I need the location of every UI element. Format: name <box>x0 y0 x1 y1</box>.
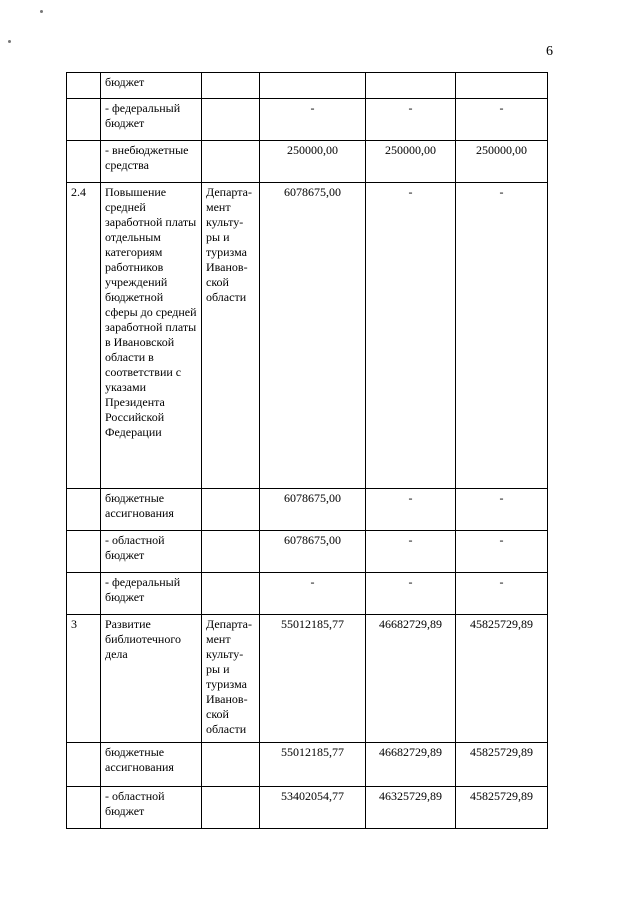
value-year-1: 53402054,77 <box>260 787 366 829</box>
table-row <box>67 183 548 489</box>
value-year-1: - <box>260 99 366 141</box>
value-year-2: - <box>366 183 456 489</box>
item-name: Развитие библиотечного дела <box>101 615 202 743</box>
value-year-1: 6078675,00 <box>260 531 366 573</box>
executor <box>202 141 260 183</box>
row-number <box>67 531 101 573</box>
row-number <box>67 787 101 829</box>
row-number: 3 <box>67 615 101 743</box>
table-row <box>67 99 548 141</box>
scan-speck <box>40 10 43 13</box>
row-number <box>67 73 101 99</box>
executor <box>202 531 260 573</box>
value-year-2: 46325729,89 <box>366 787 456 829</box>
value-year-1: - <box>260 573 366 615</box>
item-name: - областной бюджет <box>101 531 202 573</box>
item-name: бюджет <box>101 73 202 99</box>
value-year-3: 45825729,89 <box>456 787 548 829</box>
executor <box>202 99 260 141</box>
row-number <box>67 573 101 615</box>
table-row <box>67 73 548 99</box>
value-year-1 <box>260 73 366 99</box>
table-row <box>67 787 548 829</box>
table-row <box>67 743 548 787</box>
row-number: 2.4 <box>67 183 101 489</box>
value-year-1: 55012185,77 <box>260 743 366 787</box>
value-year-2: - <box>366 489 456 531</box>
value-year-3: 250000,00 <box>456 141 548 183</box>
item-name: Повышение средней заработной платы отдельным категориям работников учреждений бюджетной сферы до средней заработной платы в Ивановской области в соответствии с указами Президента Российской Федерации <box>101 183 202 489</box>
value-year-3: 45825729,89 <box>456 743 548 787</box>
executor <box>202 573 260 615</box>
item-name: - областной бюджет <box>101 787 202 829</box>
table-row <box>67 489 548 531</box>
row-number <box>67 743 101 787</box>
table-row <box>67 573 548 615</box>
value-year-1: 55012185,77 <box>260 615 366 743</box>
row-number <box>67 141 101 183</box>
item-name: - внебюджетные средства <box>101 141 202 183</box>
value-year-2: - <box>366 99 456 141</box>
table-row <box>67 615 548 743</box>
value-year-3: - <box>456 99 548 141</box>
item-name: бюджетные ассигнования <box>101 489 202 531</box>
value-year-2: 46682729,89 <box>366 615 456 743</box>
value-year-3: - <box>456 489 548 531</box>
value-year-3: 45825729,89 <box>456 615 548 743</box>
value-year-3: - <box>456 573 548 615</box>
value-year-1: 6078675,00 <box>260 183 366 489</box>
value-year-2: - <box>366 531 456 573</box>
value-year-2: 46682729,89 <box>366 743 456 787</box>
value-year-2: 250000,00 <box>366 141 456 183</box>
scan-speck <box>8 40 11 43</box>
executor: Департа- мент культу- ры и туризма Иванов- ской области <box>202 183 260 489</box>
budget-table <box>66 72 548 829</box>
executor <box>202 73 260 99</box>
item-name: - федеральный бюджет <box>101 99 202 141</box>
item-name: - федеральный бюджет <box>101 573 202 615</box>
value-year-1: 6078675,00 <box>260 489 366 531</box>
table-row <box>67 531 548 573</box>
row-number <box>67 99 101 141</box>
item-name: бюджетные ассигнования <box>101 743 202 787</box>
row-number <box>67 489 101 531</box>
executor: Департа- мент культу- ры и туризма Иванов- ской области <box>202 615 260 743</box>
value-year-3: - <box>456 531 548 573</box>
value-year-2 <box>366 73 456 99</box>
value-year-3 <box>456 73 548 99</box>
page-number: 6 <box>546 44 553 59</box>
value-year-2: - <box>366 573 456 615</box>
table-row <box>67 141 548 183</box>
value-year-1: 250000,00 <box>260 141 366 183</box>
executor <box>202 489 260 531</box>
executor <box>202 787 260 829</box>
executor <box>202 743 260 787</box>
value-year-3: - <box>456 183 548 489</box>
